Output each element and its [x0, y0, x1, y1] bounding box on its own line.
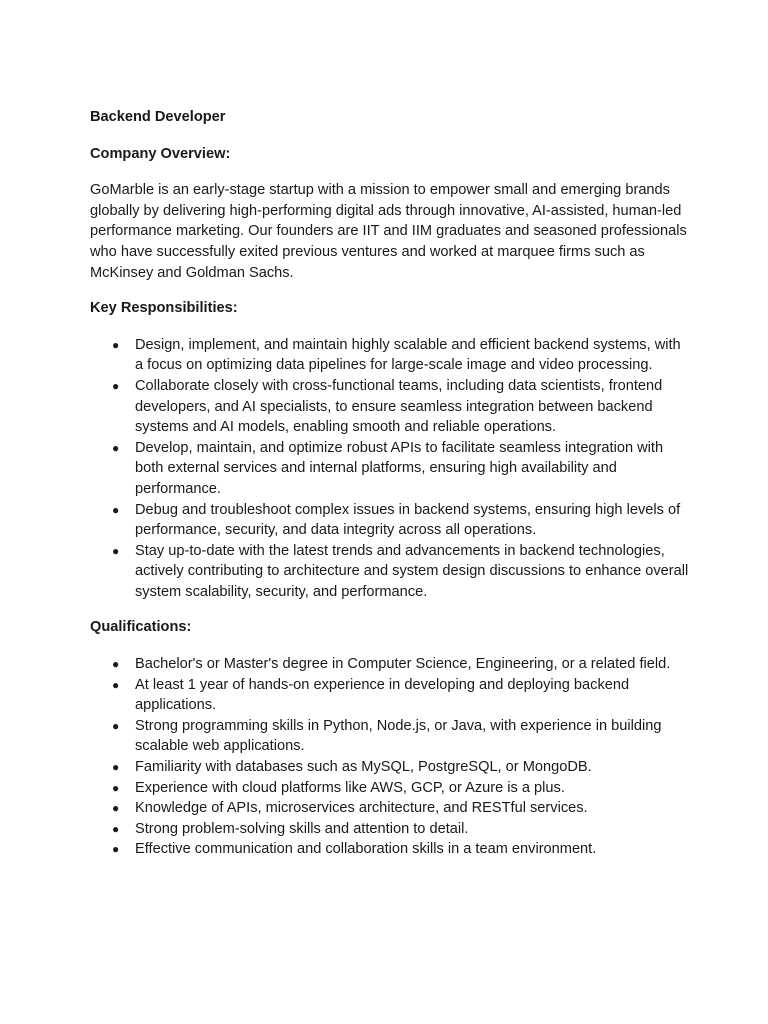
list-item-text: Strong programming skills in Python, Node.js, or Java, with experience in building scalable web applications. [135, 717, 662, 755]
list-item [90, 798, 690, 819]
job-title: Backend Developer [90, 109, 226, 125]
qualifications-list [90, 654, 690, 860]
qualifications-heading: Qualifications: [90, 619, 192, 636]
bullet-icon: ● [112, 801, 120, 816]
list-item-text: At least 1 year of hands-on experience in developing and deploying backend applications. [135, 676, 630, 714]
bullet-icon: ● [112, 337, 120, 352]
list-item [90, 716, 690, 757]
bullet-icon: ● [112, 760, 120, 775]
bullet-icon: ● [112, 440, 120, 455]
list-item [90, 438, 690, 500]
bullet-icon: ● [112, 677, 120, 692]
list-item-text: Strong problem-solving skills and attention to detail. [135, 820, 469, 837]
bullet-icon: ● [112, 718, 120, 733]
bullet-icon: ● [112, 543, 120, 558]
list-item [90, 376, 690, 438]
list-item [90, 839, 690, 860]
list-item [90, 654, 690, 675]
list-item [90, 819, 690, 840]
company-overview-heading: Company Overview: [90, 145, 231, 162]
responsibilities-heading: Key Responsibilities: [90, 300, 238, 317]
list-item [90, 778, 690, 799]
bullet-icon: ● [112, 378, 120, 393]
bullet-icon: ● [112, 502, 120, 517]
company-overview-text: GoMarble is an early-stage startup with a mission to empower small and emerging brands globally by delivering high-performing digital ads through innovative, AI-assisted, human-led performance marketing. Our founders are IIT and IIM graduates and seasoned professionals who have successfully exited previous ventures and worked at marquee firms such as McKinsey and Goldman Sachs. [90, 182, 687, 281]
list-item-text: Effective communication and collaboration skills in a team environment. [135, 841, 597, 858]
list-item [90, 500, 690, 541]
list-item-text: Bachelor's or Master's degree in Computer Science, Engineering, or a related field. [135, 656, 671, 673]
list-item-text: Collaborate closely with cross-functional teams, including data scientists, frontend developers, and AI specialists, to ensure seamless integration between backend systems and AI models, enabling smooth and reliable operations. [135, 377, 663, 436]
list-item-text: Develop, maintain, and optimize robust APIs to facilitate seamless integration with both external services and internal platforms, ensuring high availability and performance. [135, 439, 664, 497]
bullet-icon: ● [112, 657, 120, 672]
list-item-text: Design, implement, and maintain highly scalable and efficient backend systems, with a focus on optimizing data pipelines for large-scale image and video processing. [135, 336, 681, 374]
list-item [90, 541, 690, 603]
responsibilities-list [90, 335, 690, 603]
list-item-text: Familiarity with databases such as MySQL, PostgreSQL, or MongoDB. [135, 759, 592, 776]
list-item [90, 675, 690, 716]
list-item [90, 335, 690, 376]
bullet-icon: ● [112, 842, 120, 857]
list-item-text: Debug and troubleshoot complex issues in backend systems, ensuring high levels of performance, security, and data integrity across all operations. [135, 501, 681, 539]
list-item-text: Stay up-to-date with the latest trends and advancements in backend technologies, actively contributing to architecture and system design discussions to enhance overall system scalability, security, and performance. [135, 542, 689, 600]
list-item [90, 757, 690, 778]
list-item-text: Experience with cloud platforms like AWS, GCP, or Azure is a plus. [135, 779, 565, 796]
list-item-text: Knowledge of APIs, microservices architecture, and RESTful services. [135, 800, 588, 817]
bullet-icon: ● [112, 780, 120, 795]
bullet-icon: ● [112, 821, 120, 836]
